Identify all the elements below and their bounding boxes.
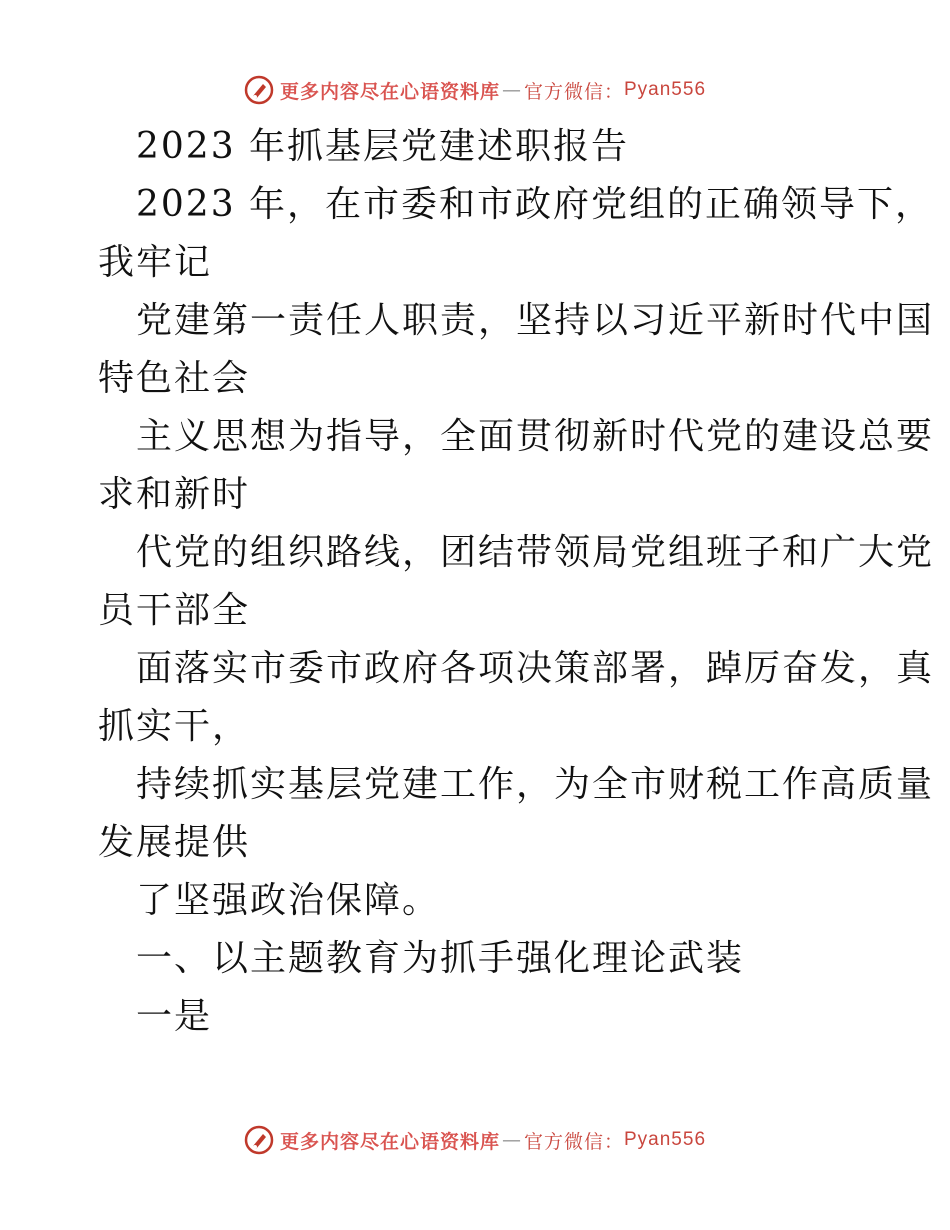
paragraph-line: 党建第一责任人职责，坚持以习近平新时代中国: [136, 300, 935, 341]
watermark-brand: 更多内容尽在心语资料库: [279, 1130, 500, 1153]
watermark-label: 官方微信：: [523, 1130, 624, 1153]
watermark-label: 官方微信：: [523, 80, 624, 103]
paragraph-line: 发展提供: [98, 822, 251, 863]
paragraph-line: 求和新时: [98, 474, 251, 515]
paragraph-line: 主义思想为指导，全面贯彻新时代党的建设总要: [136, 416, 935, 457]
section-heading: 一、以主题教育为抓手强化理论武装: [136, 938, 745, 979]
document-title: 2023 年抓基层党建述职报告: [136, 126, 630, 167]
paragraph-line: 持续抓实基层党建工作，为全市财税工作高质量: [136, 764, 935, 805]
pen-logo-icon: [244, 1125, 274, 1155]
watermark-wechat-id: Pyan556: [624, 79, 707, 100]
header-watermark: [0, 70, 950, 110]
paragraph-line: 代党的组织路线，团结带领局党组班子和广大党: [136, 532, 935, 573]
footer-watermark: [0, 1120, 950, 1160]
paragraph-line: 抓实干，: [98, 706, 251, 747]
paragraph-line: 2023 年，在市委和市政府党组的正确领导下，: [136, 184, 934, 225]
paragraph-line: 我牢记: [98, 242, 213, 283]
watermark-brand: 更多内容尽在心语资料库: [279, 80, 500, 103]
document-body: [98, 118, 935, 1046]
paragraph-line: 特色社会: [98, 358, 251, 399]
paragraph-line: 面落实市委市政府各项决策部署，踔厉奋发，真: [136, 648, 935, 689]
paragraph-line: 员干部全: [98, 590, 251, 631]
watermark-separator: —: [501, 79, 522, 101]
paragraph-line: 了坚强政治保障。: [136, 880, 441, 921]
watermark-wechat-id: Pyan556: [624, 1129, 707, 1150]
pen-logo-icon: [244, 75, 274, 105]
paragraph-line: 一是: [136, 996, 213, 1037]
watermark-separator: —: [501, 1129, 522, 1151]
